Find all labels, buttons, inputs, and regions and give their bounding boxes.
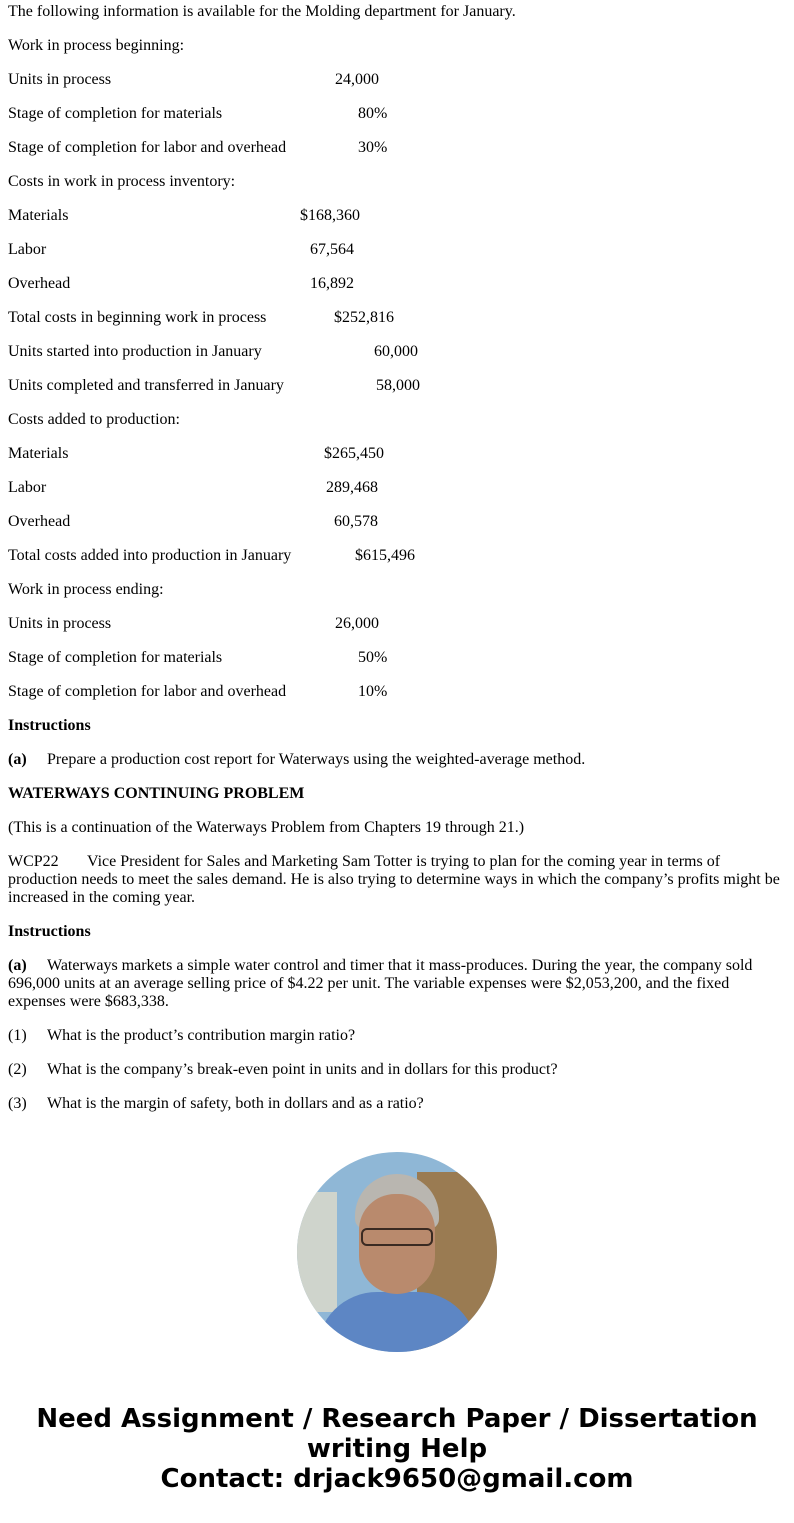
- table-row: [8, 241, 786, 259]
- intro: The following information is available for the Molding department for January.: [8, 3, 516, 20]
- question-text: What is the margin of safety, both in dollars and as a ratio?: [47, 1095, 424, 1112]
- row-value: 289,468: [326, 479, 378, 496]
- row-value: $252,816: [334, 309, 394, 326]
- instructions-heading-2: Instructions: [8, 923, 91, 940]
- row-label: Labor: [8, 479, 47, 496]
- photo-glasses: [361, 1228, 433, 1246]
- wcp-text: Vice President for Sales and Marketing Sam Totter is trying to plan for the coming year in terms of production needs to meet the sales demand. He is also trying to determine ways in which the company’s profits might be increased in the coming year.: [8, 853, 780, 906]
- row-label: Materials: [8, 207, 69, 224]
- row-label: Materials: [8, 445, 69, 462]
- wip-begin-heading: Work in process beginning:: [8, 37, 185, 54]
- row-label: Overhead: [8, 513, 71, 530]
- table-row: [8, 683, 786, 701]
- table-row: [8, 615, 786, 633]
- question: [8, 1027, 786, 1045]
- table-row: [8, 105, 786, 123]
- row-label: Overhead: [8, 275, 71, 292]
- table-row: [8, 309, 786, 327]
- row-label: Stage of completion for labor and overhead: [8, 139, 287, 156]
- instruction-a: [8, 751, 786, 769]
- table-row: [8, 547, 786, 565]
- row-label: Units started into production in January: [8, 343, 262, 360]
- question-label: (3): [8, 1095, 27, 1112]
- row-value: 58,000: [376, 377, 420, 394]
- row-value: 26,000: [335, 615, 379, 632]
- table-row: [8, 377, 786, 395]
- item-label: (a): [8, 957, 27, 974]
- row-value: 50%: [358, 649, 388, 666]
- row-value: 30%: [358, 139, 388, 156]
- wcp-label: WCP22: [8, 853, 59, 870]
- row-label: Units in process: [8, 615, 112, 632]
- added-heading: Costs added to production:: [8, 411, 180, 428]
- instructions-heading: Instructions: [8, 717, 91, 734]
- row-value: 67,564: [310, 241, 354, 258]
- row-value: $265,450: [324, 445, 384, 462]
- row-label: Stage of completion for materials: [8, 649, 223, 666]
- question: [8, 1095, 786, 1113]
- question-label: (2): [8, 1061, 27, 1078]
- row-label: Total costs added into production in January: [8, 547, 292, 564]
- promo-line: Need Assignment / Research Paper / Dissertation writing Help: [36, 1404, 758, 1464]
- row-value: 24,000: [335, 71, 379, 88]
- table-row: [8, 445, 786, 463]
- table-row: [8, 207, 786, 225]
- row-label: Stage of completion for materials: [8, 105, 223, 122]
- row-value: 60,578: [334, 513, 378, 530]
- row-label: Stage of completion for labor and overhead: [8, 683, 287, 700]
- tutor-photo-container: [8, 1152, 786, 1352]
- tutor-photo: [297, 1152, 497, 1352]
- wcp-note: (This is a continuation of the Waterways Problem from Chapters 19 through 21.): [8, 819, 525, 836]
- row-value: $615,496: [355, 547, 415, 564]
- table-row: [8, 71, 786, 89]
- question: [8, 1061, 786, 1079]
- photo-background: [297, 1192, 337, 1312]
- row-value: $168,360: [300, 207, 360, 224]
- row-label: Units in process: [8, 71, 112, 88]
- row-value: 80%: [358, 105, 388, 122]
- promo-banner: [8, 1404, 786, 1494]
- question-label: (1): [8, 1027, 27, 1044]
- table-row: [8, 513, 786, 531]
- row-label: Units completed and transferred in January: [8, 377, 284, 394]
- row-value: 10%: [358, 683, 388, 700]
- table-row: [8, 649, 786, 667]
- wcp-paragraph: [8, 853, 786, 907]
- wip-end-heading: Work in process ending:: [8, 581, 164, 598]
- row-label: Labor: [8, 241, 47, 258]
- costs-heading: Costs in work in process inventory:: [8, 173, 236, 190]
- item-text: Prepare a production cost report for Waterways using the weighted-average method.: [47, 751, 586, 768]
- row-value: 16,892: [310, 275, 354, 292]
- table-row: [8, 343, 786, 361]
- instruction-a-2: [8, 957, 786, 1011]
- question-text: What is the product’s contribution margin ratio?: [47, 1027, 356, 1044]
- row-value: 60,000: [374, 343, 418, 360]
- question-text: What is the company’s break-even point in units and in dollars for this product?: [47, 1061, 558, 1078]
- table-row: [8, 139, 786, 157]
- promo-contact: Contact: drjack9650@gmail.com: [160, 1464, 634, 1494]
- table-row: [8, 275, 786, 293]
- item-text: Waterways markets a simple water control and timer that it mass-produces. During the year, the company sold 696,000 units at an average selling price of $4.22 per unit. The variable expenses were $2,053,200, and the fixed expenses were $683,338.: [8, 957, 753, 1010]
- wcp-heading: WATERWAYS CONTINUING PROBLEM: [8, 785, 305, 802]
- table-row: [8, 479, 786, 497]
- item-label: (a): [8, 751, 27, 768]
- row-label: Total costs in beginning work in process: [8, 309, 267, 326]
